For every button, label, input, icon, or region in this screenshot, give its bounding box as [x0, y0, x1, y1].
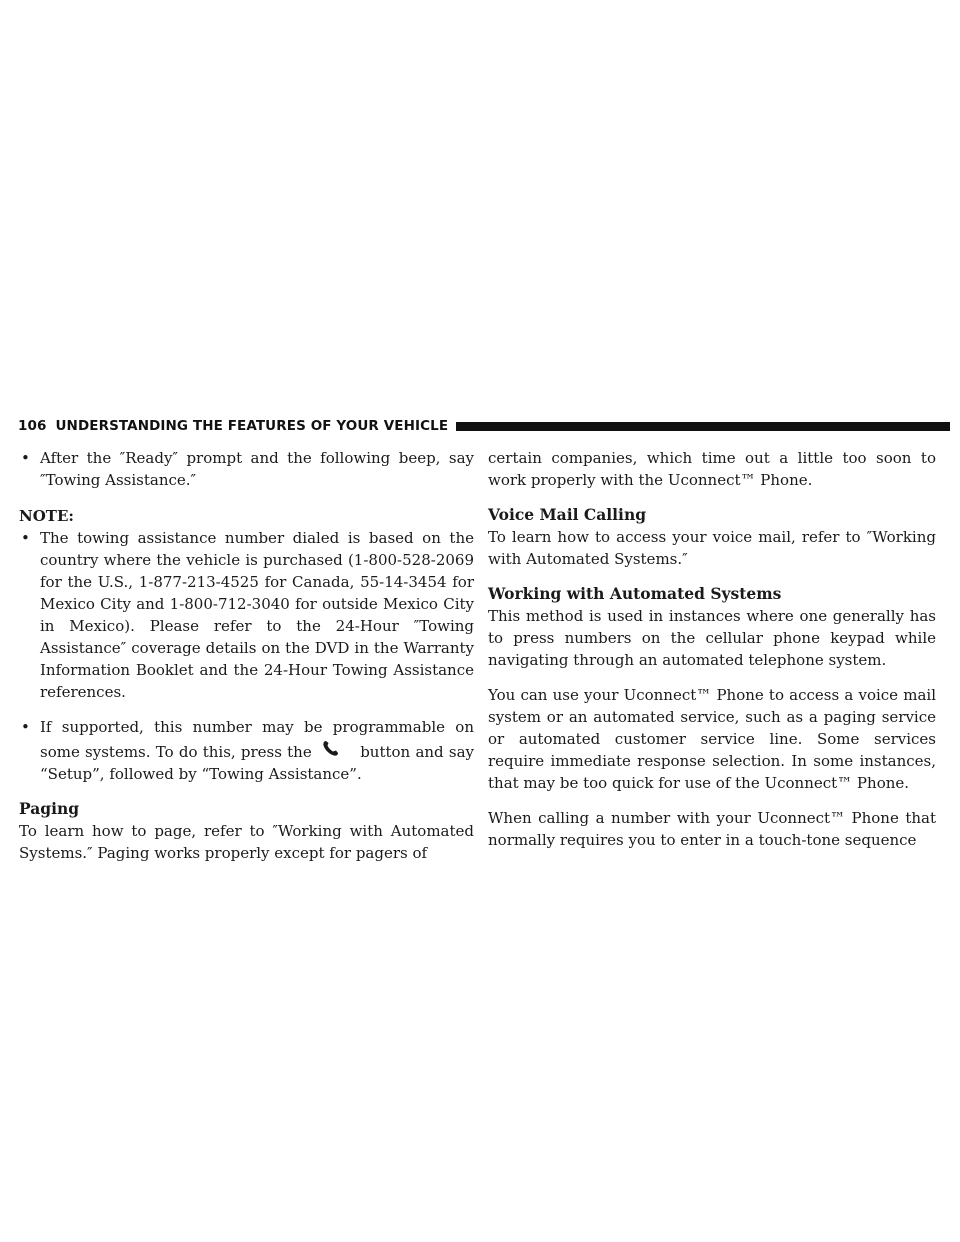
paragraph: certain companies, which time out a little too soon to work properly with the Uconnect™ Phone.: [488, 449, 936, 489]
paragraph: To learn how to access your voice mail, refer to ″Working with Automated Systems.″: [488, 528, 936, 568]
heading-voice-mail: Voice Mail Calling: [488, 505, 647, 524]
list-item: [19, 716, 474, 785]
bullet-text: The towing assistance number dialed is based on the country where the vehicle is purchased (1-800-528-2069 for the U.S., 1-877-213-4525 for Canada, 55-14-3454 for Mexico City and 1-800-712-3040 for outside Mexico City in Mexico). Please refer to the 24-Hour ″Towing Assistance″ coverage details on the DVD in the Warranty Information Booklet and the 24-Hour Towing Assistance references.: [40, 529, 474, 701]
bullet-dot: •: [21, 449, 30, 467]
paragraph: You can use your Uconnect™ Phone to access a voice mail system or an automated service, such as a paging service or automated customer service line. Some services require immediate response selection. In some instances, that may be too quick for use of the Uconnect™ Phone.: [488, 686, 936, 792]
phone-icon: [317, 738, 355, 758]
bullet-dot: •: [21, 718, 30, 736]
list-item: [19, 447, 474, 491]
heading-automated-systems: Working with Automated Systems: [488, 584, 782, 603]
paragraph: When calling a number with your Uconnect™ Phone that normally requires you to enter in a touch-tone sequence: [488, 809, 936, 849]
header-rule: [456, 422, 950, 431]
bullet-text: button and say “Setup”, followed by “Towing Assistance”.: [40, 743, 474, 783]
paragraph: This method is used in instances where one generally has to press numbers on the cellular phone keypad while navigating through an automated telephone system.: [488, 607, 936, 669]
paragraph: To learn how to page, refer to ″Working with Automated Systems.″ Paging works properly except for pagers of: [19, 822, 474, 862]
bullet-dot: •: [21, 529, 30, 547]
left-column: [19, 447, 474, 864]
list-item: [19, 527, 474, 703]
section-title: UNDERSTANDING THE FEATURES OF YOUR VEHICLE: [55, 418, 449, 434]
page-header: [18, 416, 950, 436]
bullet-text: If supported, this number may be programmable on some systems. To do this, press the: [40, 718, 474, 761]
right-column: [488, 447, 936, 851]
bullet-text: After the ″Ready″ prompt and the following beep, say ″Towing Assistance.″: [40, 449, 474, 489]
page-number: 106: [18, 418, 47, 434]
note-label: NOTE:: [19, 507, 74, 525]
heading-paging: Paging: [19, 799, 80, 818]
